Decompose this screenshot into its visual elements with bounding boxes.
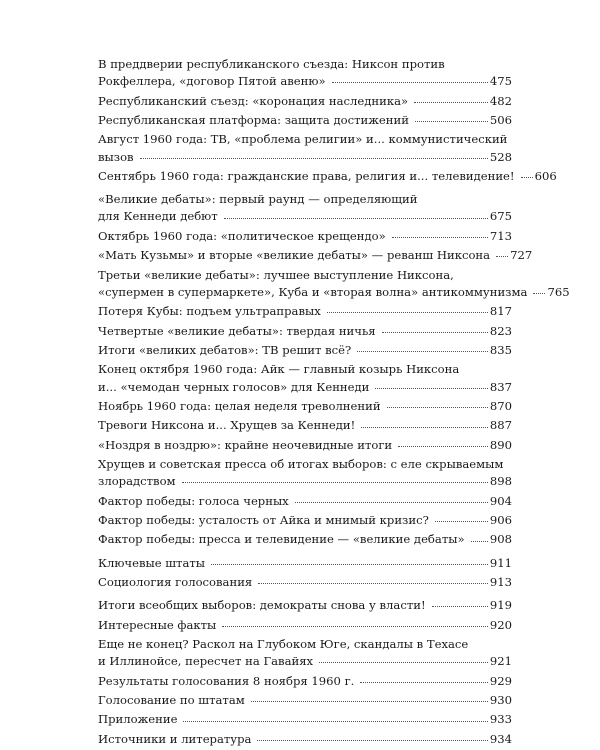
toc-entry-title-line: Потеря Кубы: подъем ультраправых (98, 304, 321, 319)
toc-page-number: 906 (489, 513, 512, 528)
toc-entry-last-line (98, 673, 512, 690)
table-of-contents (98, 56, 570, 748)
toc-entry-title-line: и Иллинойсе, пересчет на Гавайях (98, 654, 314, 669)
toc-entry-title-line: В преддверии республиканского съезда: Никсон против (98, 57, 445, 71)
toc-entry-last-line (98, 303, 512, 320)
toc-entry (98, 731, 512, 748)
toc-entry (98, 323, 512, 340)
dot-leader (432, 606, 488, 607)
toc-entry (98, 617, 512, 634)
toc-entry-title-line: Итоги «великих дебатов»: ТВ решит всё? (98, 342, 352, 357)
dot-leader (224, 218, 488, 219)
toc-entry-title-line: Итоги всеобщих выборов: демократы снова у власти! (98, 598, 426, 613)
dot-leader (521, 177, 533, 178)
toc-entry-last-line (98, 597, 512, 614)
toc-entry (98, 493, 512, 510)
toc-entry-last-line (98, 112, 512, 129)
toc-entry-last-line (98, 379, 512, 396)
toc-entry (98, 512, 512, 529)
toc-entry (98, 417, 512, 434)
toc-entry-last-line (98, 247, 533, 264)
toc-entry-title-line: Октябрь 1960 года: «политическое крещендо» (98, 228, 386, 243)
toc-entry-last-line (98, 617, 512, 634)
toc-entry (98, 342, 512, 359)
dot-leader (382, 332, 488, 333)
toc-entry (98, 597, 512, 614)
toc-entry-last-line (98, 323, 512, 340)
dot-leader (251, 701, 488, 702)
toc-page-number: 506 (489, 112, 512, 127)
toc-entry-last-line (98, 398, 512, 415)
toc-entry (98, 303, 512, 320)
toc-entry-last-line (98, 149, 512, 166)
toc-entry (98, 361, 512, 395)
toc-page-number: 921 (489, 654, 512, 669)
toc-entry-title-line: Август 1960 года: ТВ, «проблема религии» и... коммунистический (98, 132, 508, 147)
dot-leader (415, 121, 488, 122)
dot-leader (496, 256, 508, 257)
toc-page-number: 727 (510, 248, 533, 263)
dot-leader (258, 583, 488, 584)
toc-page-number: 817 (489, 304, 512, 319)
toc-entry-last-line (98, 653, 512, 670)
toc-entry-last-line (98, 73, 512, 90)
toc-entry (98, 531, 512, 548)
toc-entry (98, 267, 570, 301)
toc-entry-title-line: Ноябрь 1960 года: целая неделя треволнений (98, 398, 381, 413)
dot-leader (471, 541, 488, 542)
toc-page-number: 835 (489, 342, 512, 357)
toc-entry-title-line: Хрущев и советская пресса об итогах выборов: с еле скрываемым (98, 457, 504, 472)
toc-page-number: 934 (489, 731, 512, 746)
dot-leader (387, 407, 488, 408)
toc-page-number: 823 (489, 323, 512, 338)
toc-page-number: 675 (489, 209, 512, 224)
toc-entry-last-line (98, 512, 512, 529)
dot-leader (140, 158, 488, 159)
toc-entry-last-line (98, 342, 512, 359)
toc-entry-title-line: Голосование по штатам (98, 693, 245, 708)
toc-page-number: 898 (489, 474, 512, 489)
dot-leader (533, 293, 545, 294)
toc-entry-title-line: Еще не конец? Раскол на Глубоком Юге, скандалы в Техасе (98, 637, 469, 652)
toc-entry-title-line: Конец октября 1960 года: Айк — главный козырь Никсона (98, 362, 460, 377)
toc-entry-last-line (98, 284, 570, 301)
toc-entry-last-line (98, 417, 512, 434)
toc-page-number: 930 (489, 693, 512, 708)
toc-entry-title-line: Источники и литература (98, 731, 252, 746)
dot-leader (392, 237, 488, 238)
dot-leader (375, 388, 487, 389)
toc-page-number: 919 (489, 598, 512, 613)
dot-leader (414, 102, 488, 103)
toc-page-number: 908 (489, 532, 512, 547)
toc-entry (98, 168, 557, 185)
toc-entry (98, 93, 512, 110)
dot-leader (319, 662, 488, 663)
dot-leader (360, 682, 488, 683)
toc-entry-last-line (98, 437, 512, 454)
toc-entry-title-line: Ключевые штаты (98, 555, 206, 570)
toc-page-number: 475 (489, 74, 512, 89)
dot-leader (361, 427, 488, 428)
toc-page-number: 713 (489, 228, 512, 243)
toc-entry-title-line: Сентябрь 1960 года: гражданские права, религия и... телевидение! (98, 168, 515, 183)
toc-entry (98, 574, 512, 591)
dot-leader (183, 721, 487, 722)
dot-leader (398, 446, 488, 447)
toc-entry-title-line: Республиканский съезд: «коронация наследника» (98, 93, 409, 108)
toc-entry-title-line: Интересные факты (98, 617, 217, 632)
toc-page-number: 904 (489, 493, 512, 508)
toc-entry-title-line: вызов (98, 149, 134, 164)
toc-entry-title-line: злорадством (98, 474, 176, 489)
toc-page-number: 837 (489, 379, 512, 394)
dot-leader (257, 740, 487, 741)
toc-entry-title-line: «супермен в супермаркете», Куба и «вторая волна» антикоммунизма (98, 284, 528, 299)
toc-entry (98, 247, 533, 264)
toc-entry (98, 56, 512, 90)
toc-page-number: 482 (489, 93, 512, 108)
toc-entry-title-line: для Кеннеди дебют (98, 209, 218, 224)
toc-page-number: 920 (489, 617, 512, 632)
toc-entry-title-line: Фактор победы: пресса и телевидение — «великие дебаты» (98, 532, 465, 547)
toc-entry (98, 456, 512, 490)
toc-entry (98, 112, 512, 129)
toc-page-number: 870 (489, 398, 512, 413)
toc-entry-last-line (98, 473, 512, 490)
toc-entry (98, 692, 512, 709)
toc-entry-title-line: Фактор победы: усталость от Айка и мнимый кризис? (98, 513, 429, 528)
toc-entry-title-line: Республиканская платформа: защита достижений (98, 112, 409, 127)
dot-leader (182, 482, 488, 483)
dot-leader (435, 521, 488, 522)
toc-entry-title-line: «Ноздря в ноздрю»: крайне неочевидные итоги (98, 437, 393, 452)
toc-entry-title-line: Приложение (98, 712, 178, 727)
toc-entry (98, 555, 512, 572)
toc-page-number: 890 (489, 437, 512, 452)
toc-entry-last-line (98, 531, 512, 548)
toc-entry (98, 711, 512, 728)
toc-entry (98, 191, 512, 225)
toc-page-number: 528 (489, 149, 512, 164)
toc-page-number: 606 (534, 168, 557, 183)
dot-leader (332, 82, 488, 83)
toc-entry-last-line (98, 731, 512, 748)
toc-entry-title-line: Социология голосования (98, 575, 253, 590)
toc-entry-last-line (98, 574, 512, 591)
toc-entry-title-line: Результаты голосования 8 ноября 1960 г. (98, 673, 355, 688)
toc-entry-last-line (98, 555, 512, 572)
dot-leader (211, 564, 488, 565)
toc-entry-title-line: Рокфеллера, «договор Пятой авеню» (98, 74, 326, 89)
toc-entry-title-line: «Великие дебаты»: первый раунд — определяющий (98, 192, 418, 207)
toc-entry-last-line (98, 493, 512, 510)
toc-entry (98, 131, 512, 165)
toc-entry-title-line: Четвертые «великие дебаты»: твердая ничья (98, 323, 376, 338)
toc-entry-title-line: Третьи «великие дебаты»: лучшее выступление Никсона, (98, 267, 454, 282)
toc-entry-title-line: «Мать Кузьмы» и вторые «великие дебаты» — реванш Никсона (98, 248, 491, 263)
toc-entry-last-line (98, 168, 557, 185)
toc-entry (98, 636, 512, 670)
toc-entry (98, 228, 512, 245)
toc-page-number: 887 (489, 418, 512, 433)
toc-entry (98, 398, 512, 415)
toc-entry-last-line (98, 208, 512, 225)
toc-page-number: 765 (547, 284, 570, 299)
dot-leader (295, 502, 488, 503)
toc-entry-last-line (98, 692, 512, 709)
dot-leader (222, 626, 488, 627)
dot-leader (327, 312, 488, 313)
toc-page-number: 911 (489, 555, 512, 570)
toc-entry-last-line (98, 93, 512, 110)
dot-leader (357, 351, 488, 352)
toc-page-number: 929 (489, 673, 512, 688)
toc-entry-title-line: и... «чемодан черных голосов» для Кеннеди (98, 379, 370, 394)
toc-entry-title-line: Фактор победы: голоса черных (98, 493, 289, 508)
toc-page-number: 913 (489, 575, 512, 590)
toc-entry (98, 437, 512, 454)
toc-entry-title-line: Тревоги Никсона и... Хрущев за Кеннеди! (98, 418, 356, 433)
toc-entry (98, 673, 512, 690)
toc-entry-last-line (98, 711, 512, 728)
toc-entry-last-line (98, 228, 512, 245)
toc-page-number: 933 (489, 712, 512, 727)
